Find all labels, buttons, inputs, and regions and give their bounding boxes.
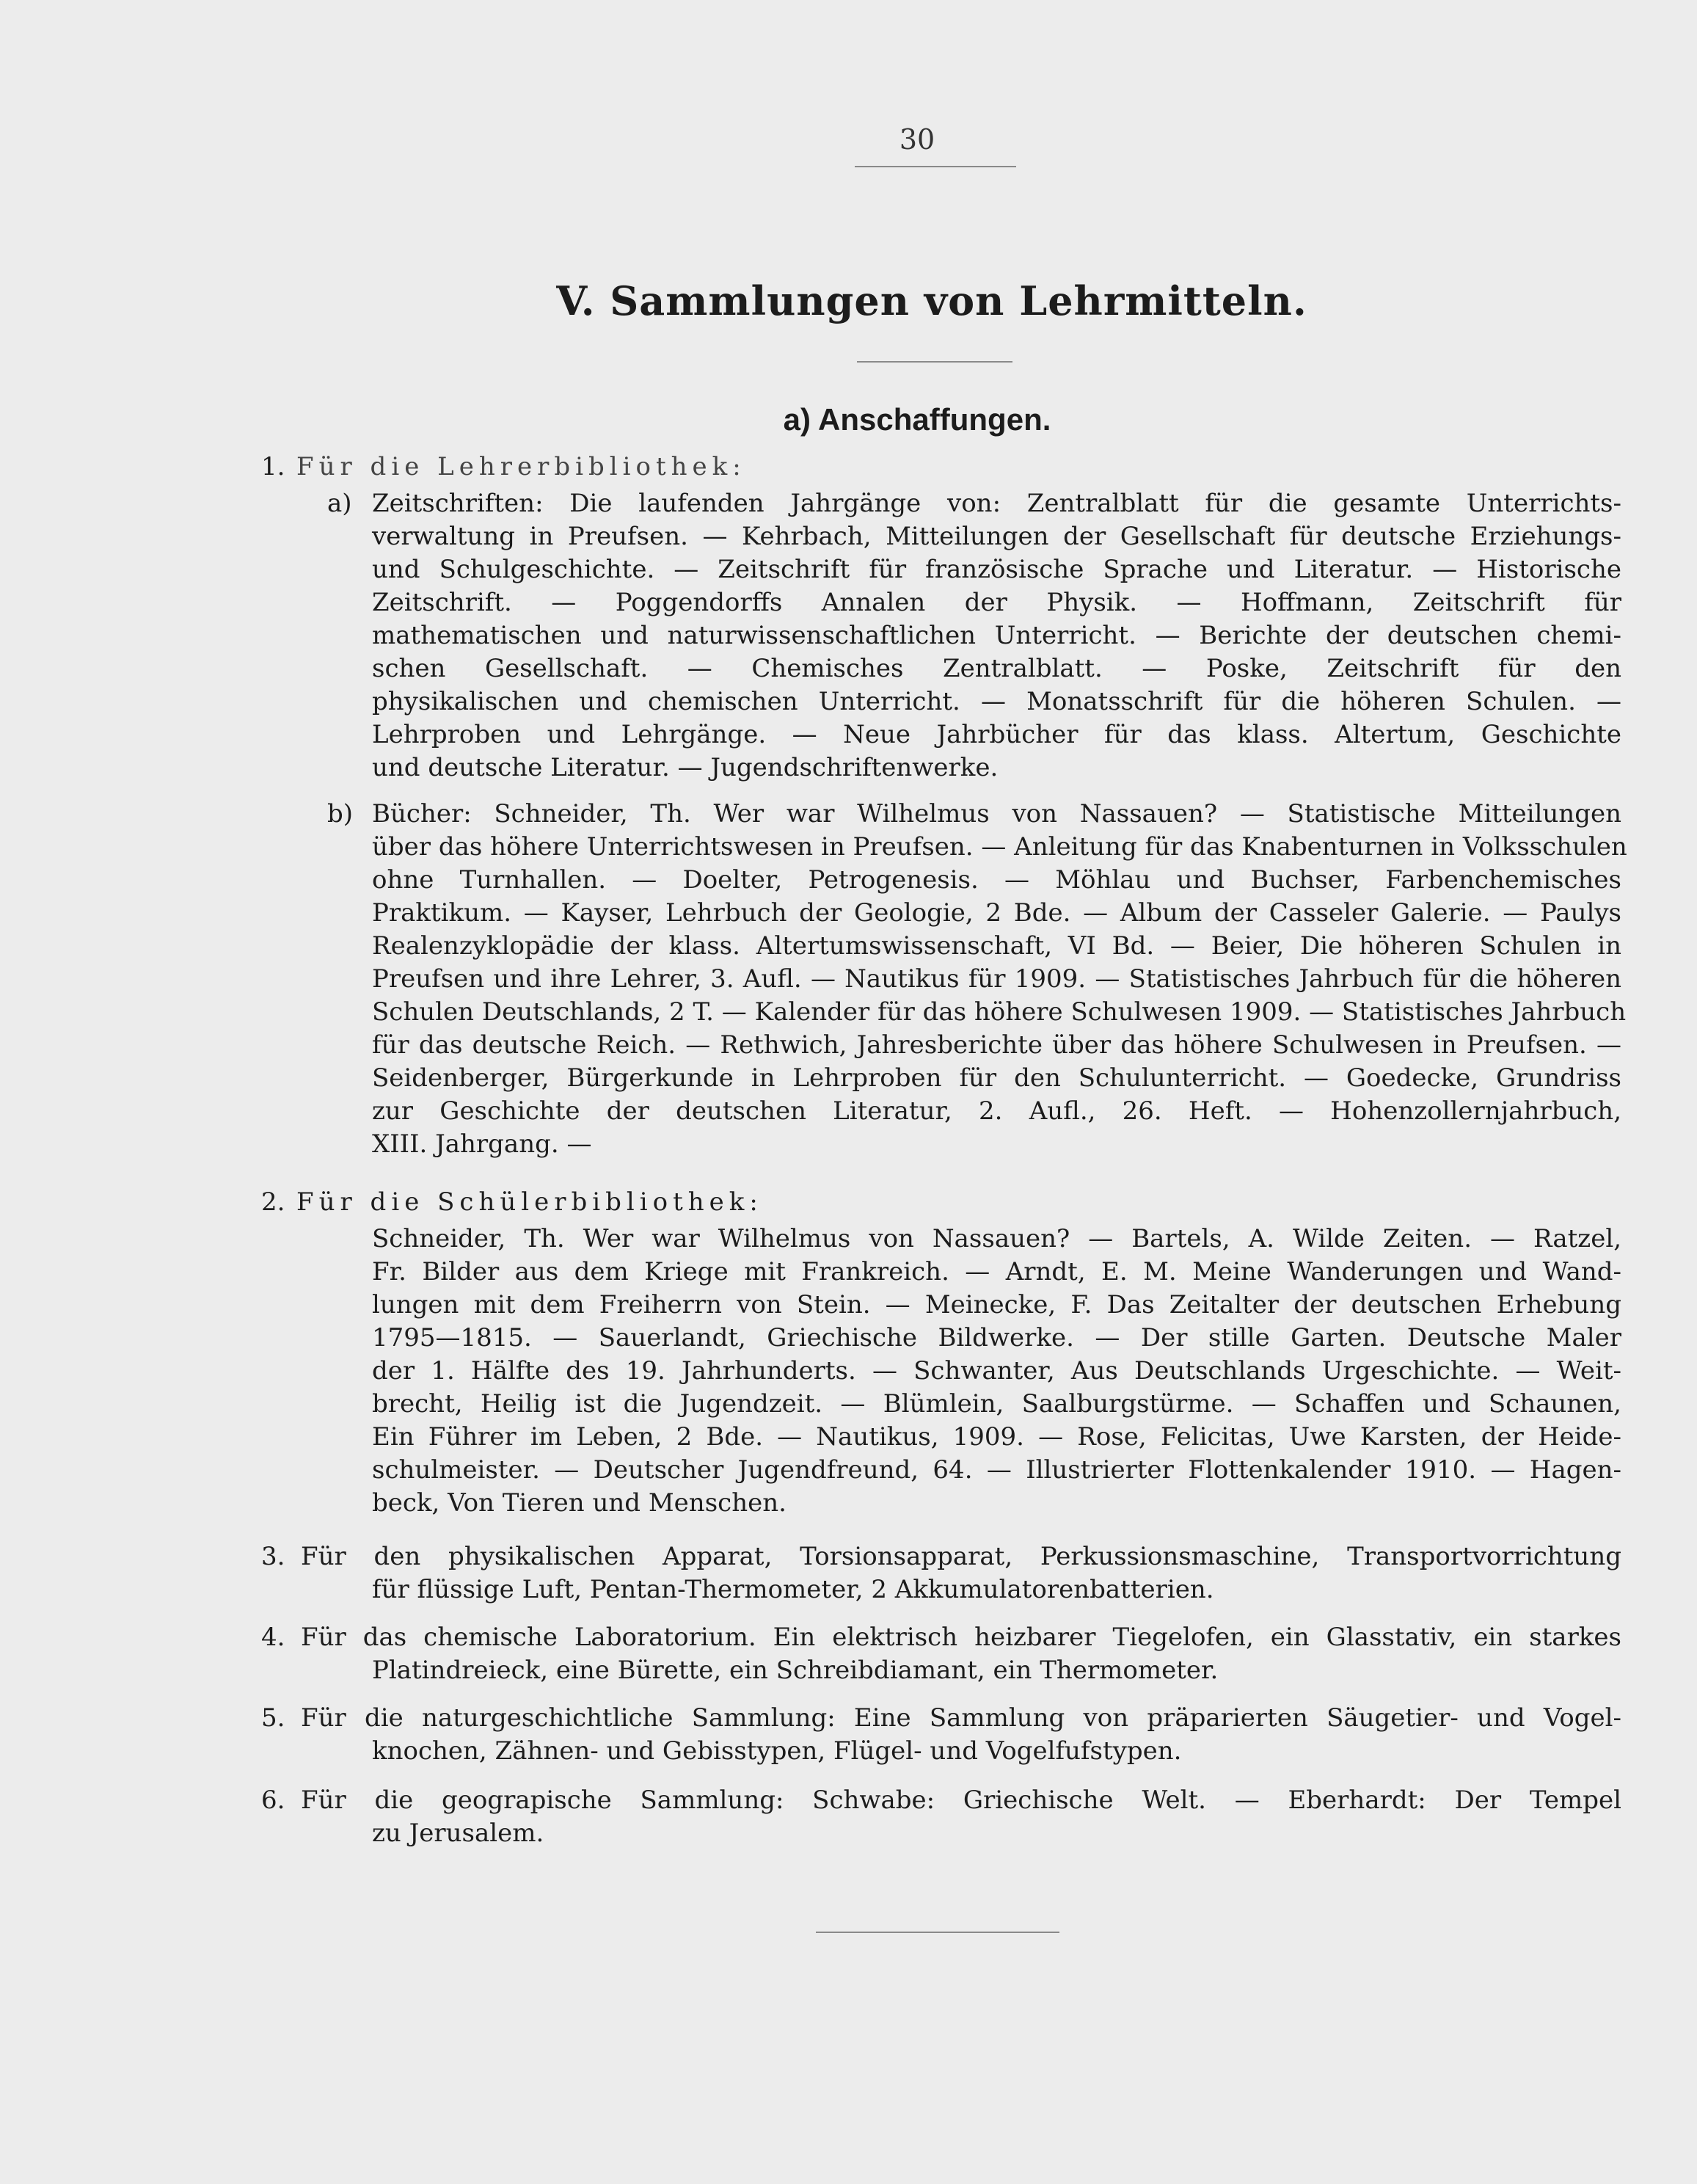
- item-heading: Für die Schülerbibliothek:: [296, 1187, 763, 1217]
- text-line: knochen, Zähnen- und Gebisstypen, Flügel- und Vogelfufstypen.: [372, 1736, 1182, 1766]
- text-line: mathematischen und naturwissenschaftlichen Unterricht. — Berichte der deutschen chemi-: [372, 621, 1621, 650]
- text-line: 1795—1815. — Sauerlandt, Griechische Bildwerke. — Der stille Garten. Deutsche Maler: [372, 1323, 1621, 1353]
- text-line: ohne Turnhallen. — Doelter, Petrogenesis. — Möhlau und Buchser, Farbenchemisches: [372, 865, 1621, 895]
- text-line: brecht, Heilig ist die Jugendzeit. — Blümlein, Saalburgstürme. — Schaffen und Schaunen,: [372, 1389, 1621, 1419]
- text-line: verwaltung in Preufsen. — Kehrbach, Mitteilungen der Gesellschaft für deutsche Erziehungs-: [372, 522, 1621, 551]
- text-line: Zeitschriften: Die laufenden Jahrgänge von: Zentralblatt für die gesamte Unterrichts-: [372, 489, 1621, 518]
- text-line: Praktikum. — Kayser, Lehrbuch der Geologie, 2 Bde. — Album der Casseler Galerie. — Paulys: [372, 898, 1621, 928]
- text-line: für das deutsche Reich. — Rethwich, Jahresberichte über das höhere Schulwesen in Preufsen. —: [372, 1030, 1621, 1060]
- text-line: physikalischen und chemischen Unterricht. — Monatsschrift für die höheren Schulen. —: [372, 687, 1621, 716]
- text-line: der 1. Hälfte des 19. Jahrhunderts. — Schwanter, Aus Deutschlands Urgeschichte. — Weit-: [372, 1356, 1621, 1386]
- subitem-label: a): [327, 489, 352, 518]
- text-line: und deutsche Literatur. — Jugendschriftenwerke.: [372, 753, 999, 782]
- header-rule: [855, 166, 1016, 167]
- text-line: XIII. Jahrgang. —: [372, 1129, 592, 1159]
- item-number: 4.: [261, 1623, 285, 1652]
- subsection-title: a) Anschaffungen.: [783, 402, 1051, 437]
- text-line: schulmeister. — Deutscher Jugendfreund, 64. — Illustrierter Flottenkalender 1910. — Hagen-: [372, 1455, 1621, 1485]
- item-number: 1.: [261, 452, 285, 481]
- text-line: Für den physikalischen Apparat, Torsionsapparat, Perkussionsmaschine, Transportvorrichtung: [301, 1542, 1621, 1571]
- item-number: 2.: [261, 1187, 285, 1217]
- text-line: zu Jerusalem.: [372, 1819, 544, 1848]
- text-line: Zeitschrift. — Poggendorffs Annalen der Physik. — Hoffmann, Zeitschrift für: [372, 588, 1621, 617]
- text-line: Seidenberger, Bürgerkunde in Lehrproben für den Schulunterricht. — Goedecke, Grundriss: [372, 1063, 1621, 1093]
- text-line: Preufsen und ihre Lehrer, 3. Aufl. — Nautikus für 1909. — Statistisches Jahrbuch für die höheren: [372, 964, 1621, 994]
- text-line: beck, Von Tieren und Menschen.: [372, 1488, 787, 1518]
- text-line: Für die geograpische Sammlung: Schwabe: Griechische Welt. — Eberhardt: Der Tempel: [301, 1786, 1621, 1815]
- text-line: über das höhere Unterrichtswesen in Preufsen. — Anleitung für das Knabenturnen in Volksschulen: [372, 832, 1627, 862]
- text-line: zur Geschichte der deutschen Literatur, 2. Aufl., 26. Heft. — Hohenzollernjahrbuch,: [372, 1096, 1621, 1126]
- text-line: und Schulgeschichte. — Zeitschrift für französische Sprache und Literatur. — Historische: [372, 555, 1621, 584]
- text-line: Für die naturgeschichtliche Sammlung: Eine Sammlung von präparierten Säugetier- und Vogel-: [301, 1703, 1621, 1733]
- text-line: Lehrproben und Lehrgänge. — Neue Jahrbücher für das klass. Altertum, Geschichte: [372, 720, 1621, 749]
- text-line: Schneider, Th. Wer war Wilhelmus von Nassauen? — Bartels, A. Wilde Zeiten. — Ratzel,: [372, 1224, 1621, 1253]
- text-line: Fr. Bilder aus dem Kriege mit Frankreich. — Arndt, E. M. Meine Wanderungen und Wand-: [372, 1257, 1621, 1286]
- subitem-label: b): [327, 799, 354, 829]
- text-line: lungen mit dem Freiherrn von Stein. — Meinecke, F. Das Zeitalter der deutschen Erhebung: [372, 1290, 1621, 1320]
- footer-rule: [816, 1932, 1059, 1933]
- item-number: 6.: [261, 1786, 285, 1815]
- text-line: Ein Führer im Leben, 2 Bde. — Nautikus, 1909. — Rose, Felicitas, Uwe Karsten, der Heide-: [372, 1422, 1621, 1452]
- text-line: für flüssige Luft, Pentan-Thermometer, 2 Akkumulatorenbatterien.: [372, 1575, 1214, 1604]
- item-heading: Für die Lehrerbibliothek:: [296, 452, 746, 481]
- text-line: Realenzyklopädie der klass. Altertumswissenschaft, VI Bd. — Beier, Die höheren Schulen in: [372, 931, 1621, 961]
- title-rule: [857, 361, 1012, 363]
- text-line: Platindreieck, eine Bürette, ein Schreibdiamant, ein Thermometer.: [372, 1656, 1219, 1685]
- text-line: schen Gesellschaft. — Chemisches Zentralblatt. — Poske, Zeitschrift für den: [372, 654, 1621, 683]
- item-number: 5.: [261, 1703, 285, 1733]
- text-line: Für das chemische Laboratorium. Ein elektrisch heizbarer Tiegelofen, ein Glasstativ, ein starkes: [301, 1623, 1621, 1652]
- page-number: 30: [899, 123, 935, 156]
- item-number: 3.: [261, 1542, 285, 1571]
- text-line: Schulen Deutschlands, 2 T. — Kalender für das höhere Schulwesen 1909. — Statistisches Jahrbuch: [372, 997, 1627, 1027]
- text-line: Bücher: Schneider, Th. Wer war Wilhelmus von Nassauen? — Statistische Mitteilungen: [372, 799, 1621, 829]
- section-title: V. Sammlungen von Lehrmitteln.: [556, 277, 1307, 324]
